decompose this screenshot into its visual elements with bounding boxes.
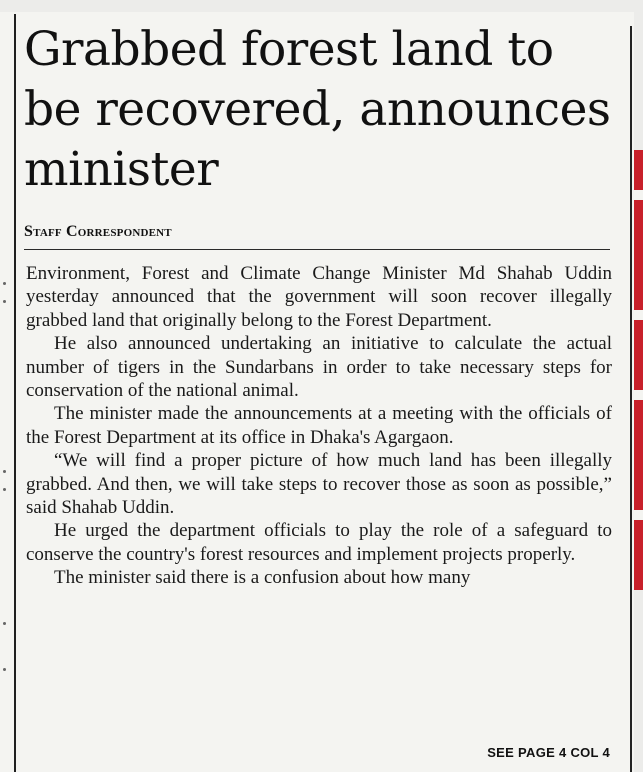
paragraph: He urged the department officials to play the role of a safeguard to conserve the country's forest resources and implement projects properly. [26, 520, 612, 565]
paragraph: The minister said there is a confusion about how many [54, 567, 471, 589]
paragraph: “We will find a proper picture of how much land has been illegally grabbed. And then, we will take steps to recover those as soon as possible,” said Shahab Uddin. [26, 450, 612, 519]
paragraph: Environment, Forest and Climate Change Minister Md Shahab Uddin yesterday announced that the government will soon recover illegally grabbed land that originally belong to the Forest Department. [26, 263, 612, 331]
headline: Grabbed forest land to be recovered, announces minister [24, 22, 611, 197]
byline: Staff Correspondent [24, 223, 172, 240]
adjacent-article-edge [634, 0, 643, 772]
page-top-edge [0, 0, 643, 12]
article-body [26, 262, 612, 590]
left-column-rule [14, 14, 16, 772]
paragraph: The minister made the announcements at a meeting with the officials of the Forest Department at its office in Dhaka's Agargaon. [26, 403, 612, 448]
paragraph: He also announced undertaking an initiative to calculate the actual number of tigers in the Sundarbans in order to take necessary steps for conservation of the national animal. [26, 333, 612, 402]
right-column-rule [630, 26, 632, 772]
continuation-jump: SEE PAGE 4 COL 4 [487, 745, 610, 760]
byline-divider [24, 249, 610, 250]
